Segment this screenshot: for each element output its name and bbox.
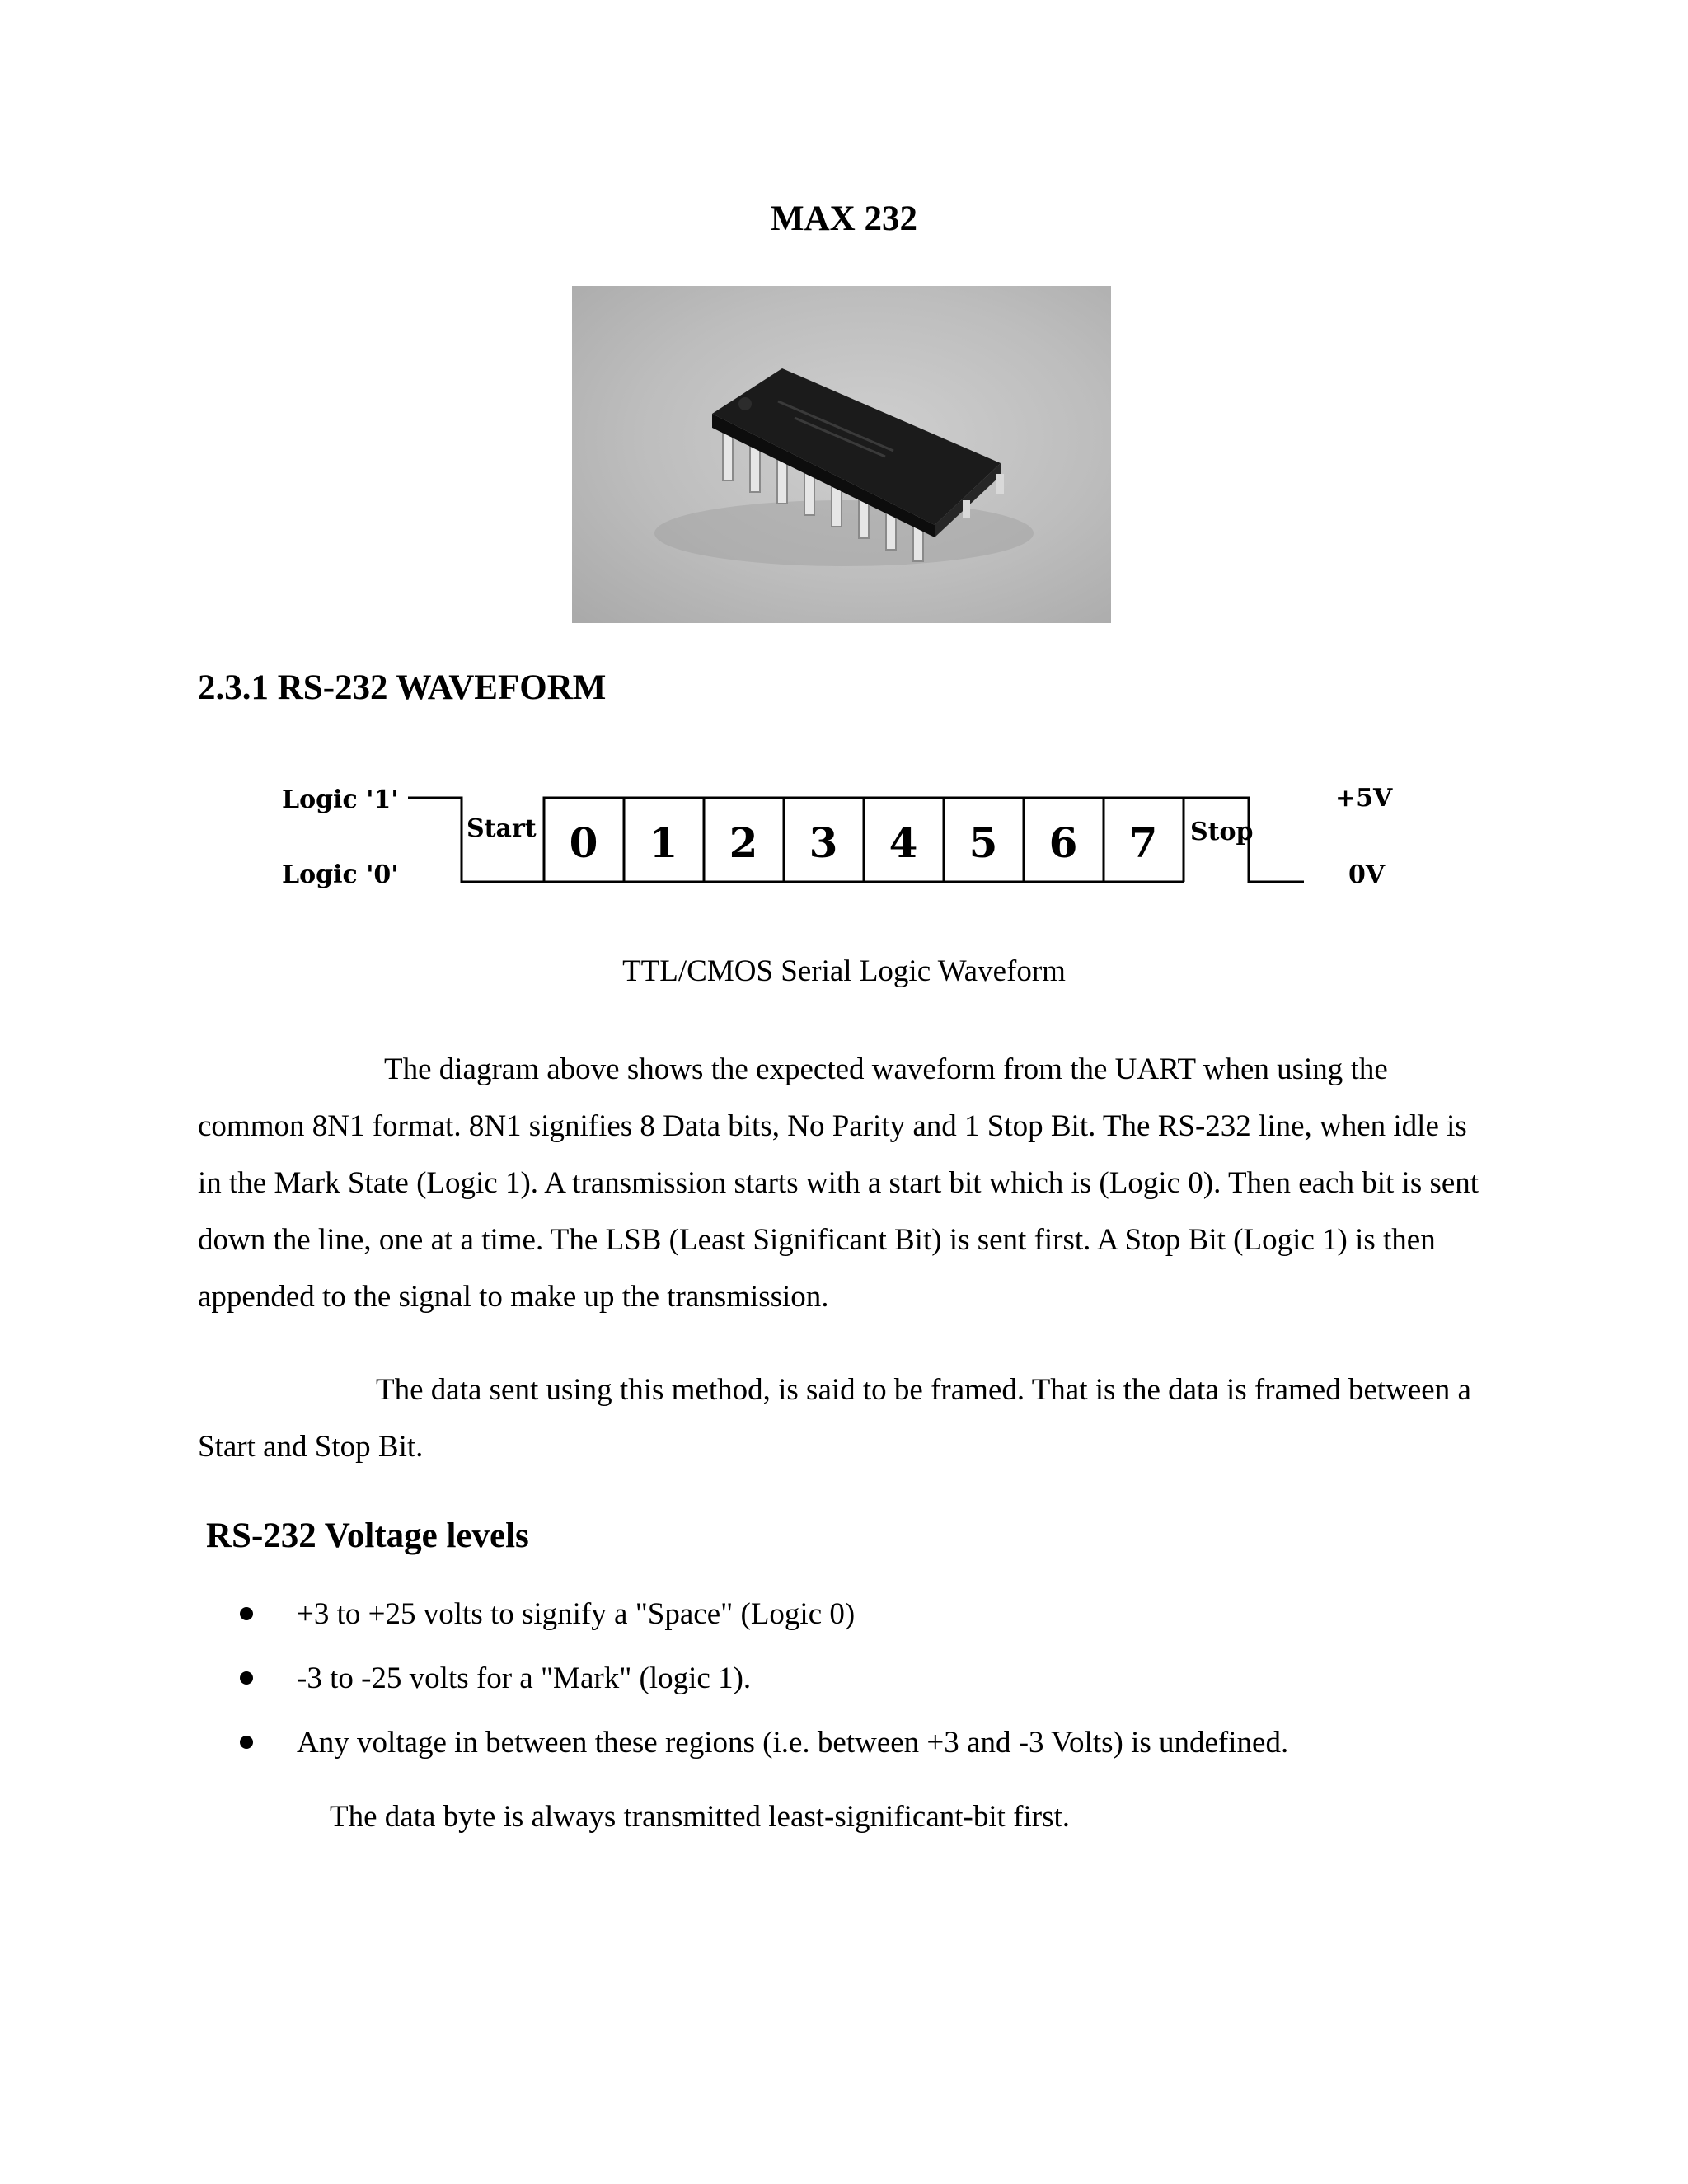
bullet-dot-icon [240, 1607, 253, 1620]
max232-chip-photo [572, 286, 1111, 623]
logic-0-label: Logic '0' [282, 860, 399, 889]
start-bit-label: Start [467, 814, 537, 843]
low-voltage-label: 0V [1348, 860, 1386, 889]
bullet-text: -3 to -25 volts for a "Mark" (logic 1). [297, 1661, 752, 1695]
bit-0-label: 0 [569, 818, 598, 867]
bit-7-label: 7 [1128, 818, 1158, 867]
paragraph-framing-text: The data sent using this method, is said to be framed. That is the data is framed between a Start and Stop Bit. [198, 1373, 1471, 1464]
stop-bit-label: Stop [1190, 818, 1254, 846]
high-voltage-label: +5V [1335, 784, 1393, 813]
bit-5-label: 5 [968, 818, 998, 867]
voltage-levels-heading: RS-232 Voltage levels [206, 1516, 529, 1555]
section-heading: 2.3.1 RS-232 WAVEFORM [198, 668, 607, 707]
bullet-dot-icon [240, 1736, 253, 1749]
bullet-text: Any voltage in between these regions (i.e. between +3 and -3 Volts) is undefined. [297, 1726, 1289, 1760]
bit-6-label: 6 [1048, 818, 1078, 867]
paragraph-uart-waveform [198, 1041, 1484, 1325]
bit-1-label: 1 [649, 818, 678, 867]
bullet-dot-icon [240, 1671, 253, 1685]
bit-4-label: 4 [889, 818, 918, 867]
paragraph-uart-waveform-text: The diagram above shows the expected waveform from the UART when using the common 8N1 format. 8N1 signifies 8 Data bits, No Parity and 1 Stop Bit. The RS-232 line, when idle is in the Mark State (Logic 1). A transmission starts with a start bit which is (Logic 0). Then each bit is sent down the line, one at a time. The LSB (Least Significant Bit) is sent first. A Stop Bit (Logic 1) is then appended to the signal to make up the transmission. [198, 1052, 1479, 1314]
bit-2-label: 2 [729, 818, 758, 867]
logic-1-label: Logic '1' [282, 785, 399, 814]
paragraph-framing [198, 1361, 1484, 1475]
rs232-waveform-diagram [272, 771, 1409, 919]
bit-3-label: 3 [809, 818, 838, 867]
figure-caption: TTL/CMOS Serial Logic Waveform [622, 954, 1066, 988]
chip-illustration [572, 286, 1111, 623]
page-title: MAX 232 [771, 199, 917, 238]
lsb-first-note: The data byte is always transmitted least-significant-bit first. [330, 1800, 1071, 1834]
bullet-text: +3 to +25 volts to signify a "Space" (Logic 0) [297, 1597, 856, 1631]
waveform-signal-line [408, 798, 1304, 882]
